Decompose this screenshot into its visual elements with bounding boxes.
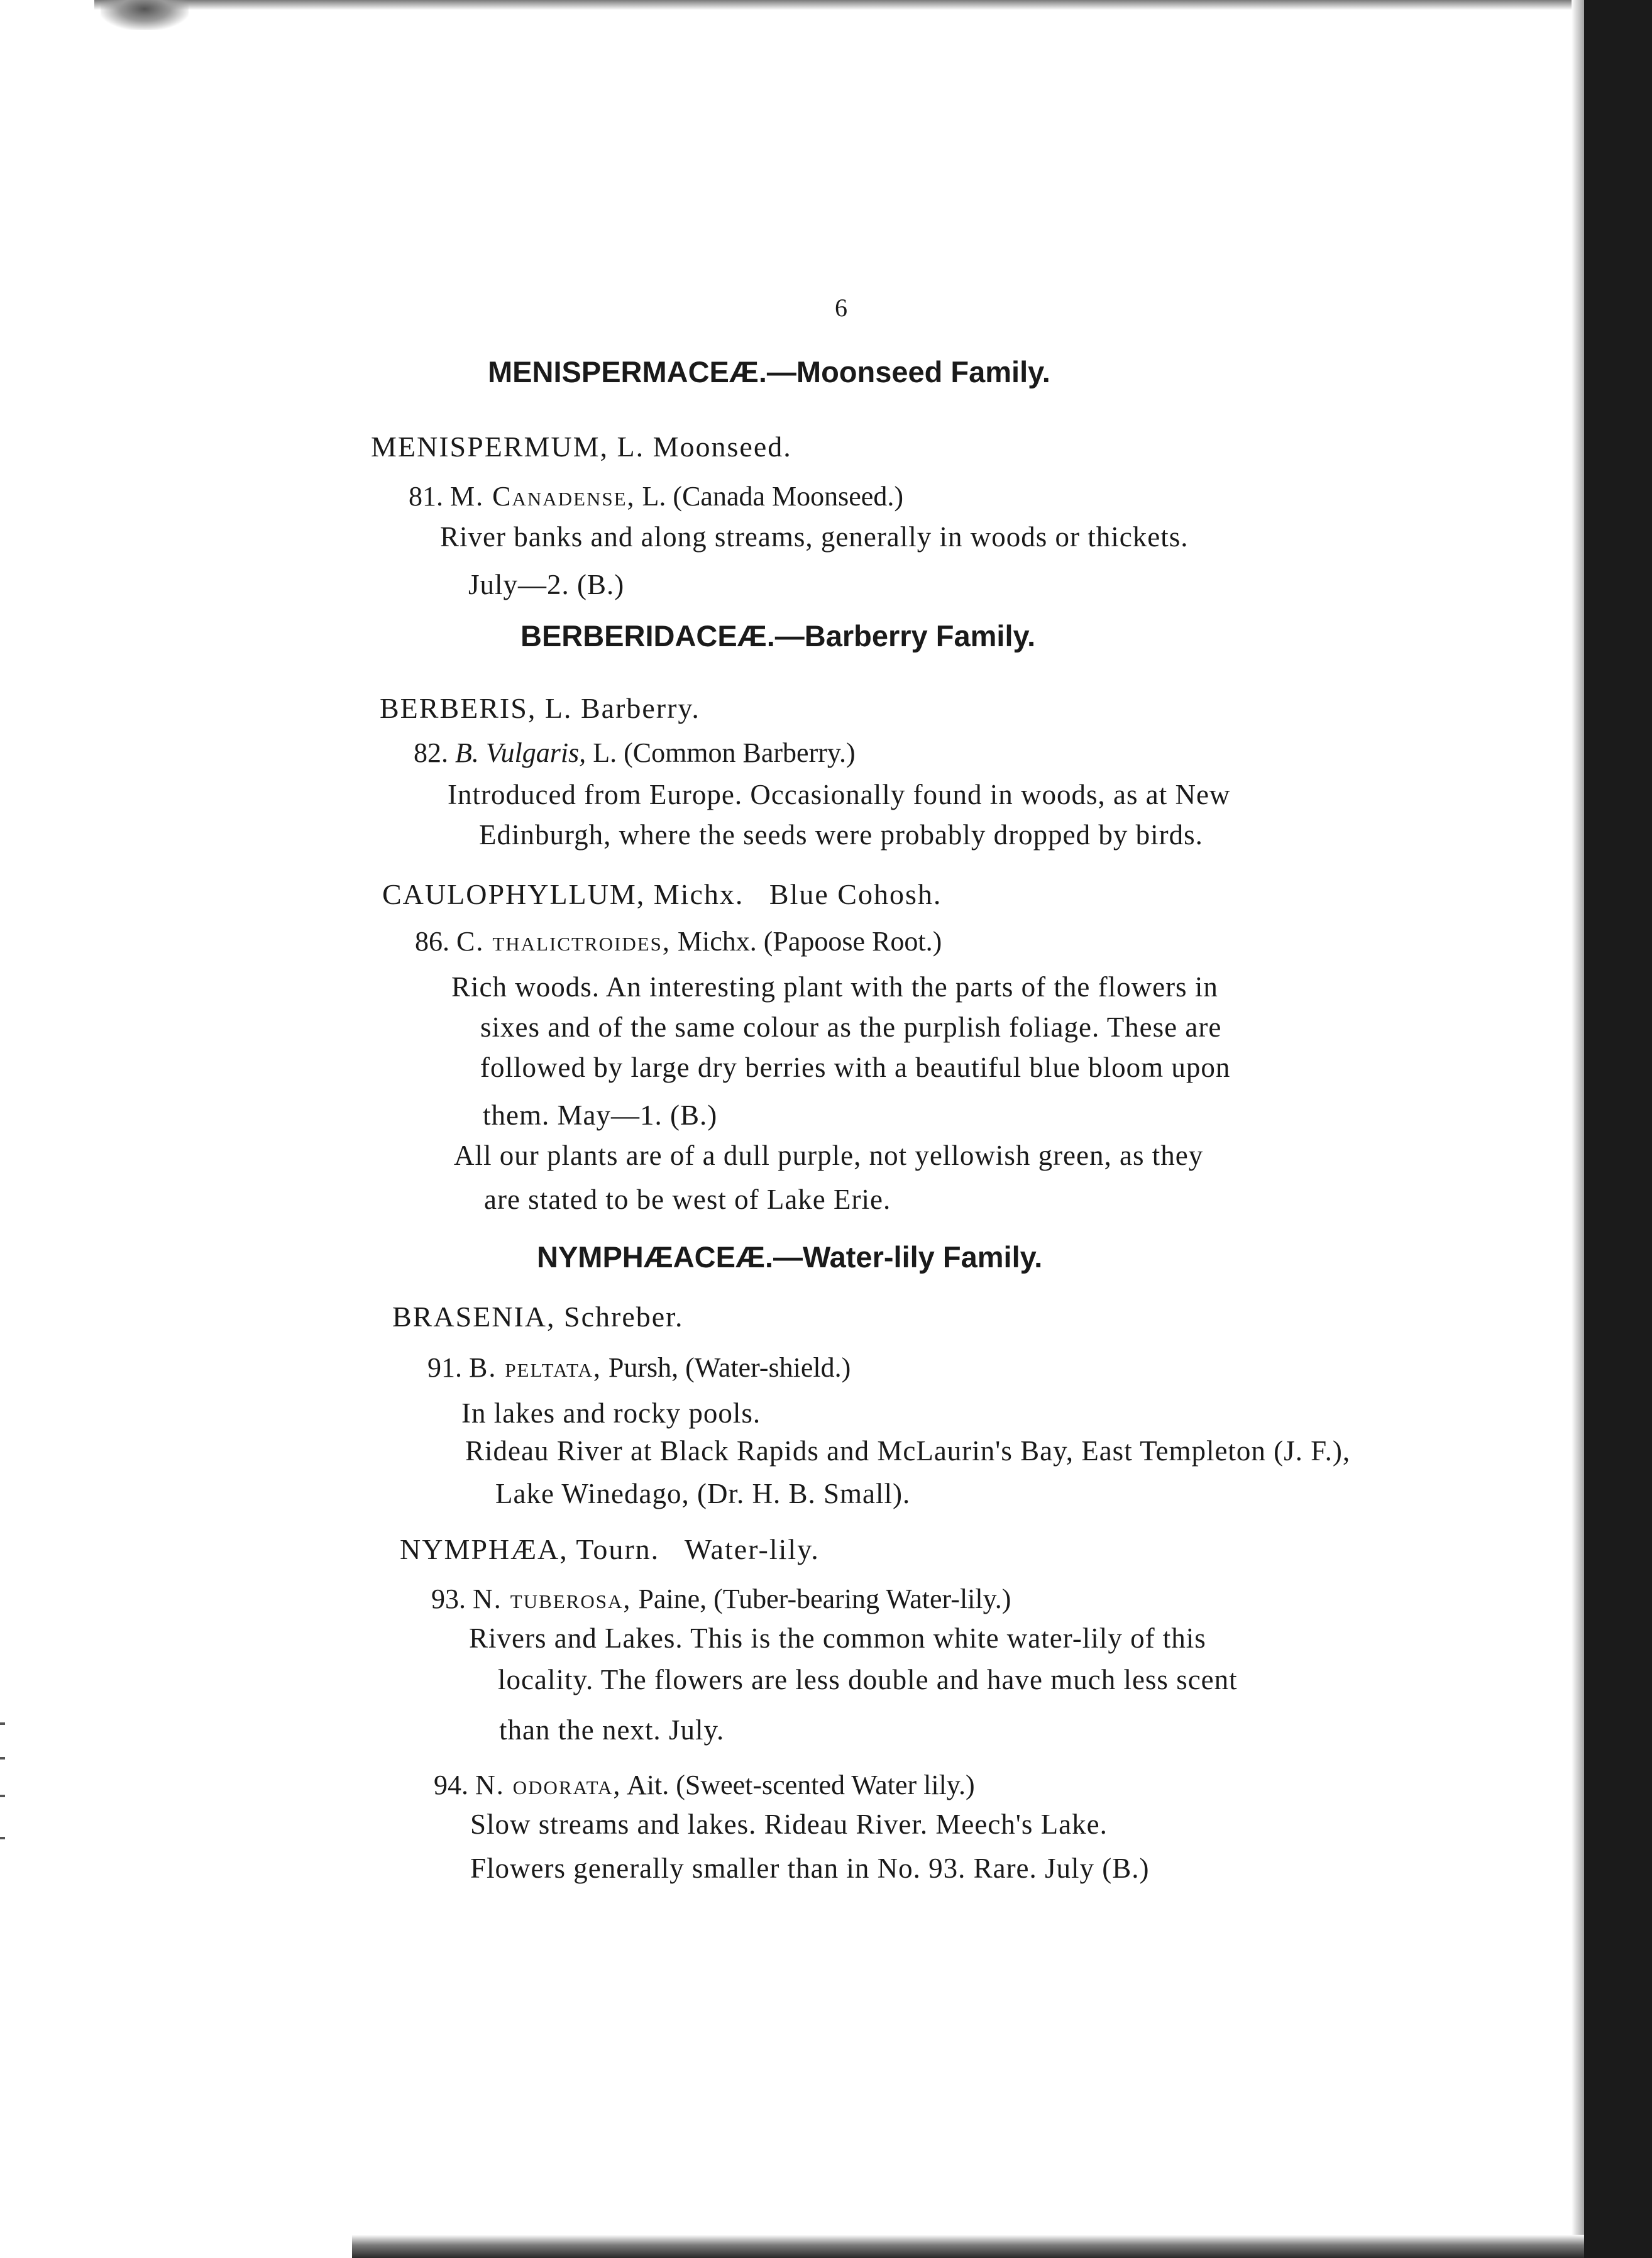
genus-name: MENISPERMUM, L. [371, 431, 645, 463]
species-description-line: them. May—1. (B.) [483, 1099, 718, 1131]
species-entry-81 [409, 483, 903, 510]
scan-smudge [101, 0, 189, 30]
genus-caulophyllum [382, 880, 942, 909]
genus-name: BERBERIS, L. [380, 692, 573, 724]
species-common-name: (Sweet-scented Water lily.) [676, 1770, 975, 1800]
species-common-name: (Papoose Root.) [763, 926, 942, 957]
genus-common-name: Barberry. [580, 692, 700, 724]
species-description-line: are stated to be west of Lake Erie. [484, 1184, 891, 1215]
species-authority: Ait. [626, 1770, 669, 1800]
species-number: 91. [427, 1352, 462, 1383]
family-heading-berberidaceae: BERBERIDACEÆ.—Barberry Family. [520, 619, 1036, 653]
species-name: B. Vulgaris, [455, 737, 586, 768]
species-description-line: sixes and of the same colour as the purplish foliage. These are [480, 1011, 1222, 1043]
genus-menispermum [371, 432, 792, 461]
species-number: 94. [434, 1770, 468, 1800]
species-name: C. thalictroides, [456, 926, 671, 957]
species-common-name: (Canada Moonseed.) [673, 481, 903, 512]
species-description-line: locality. The flowers are less double and have much less scent [498, 1664, 1238, 1695]
species-entry-93 [431, 1585, 1011, 1613]
family-heading-nymphaeaceae: NYMPHÆACEÆ.—Water-lily Family. [537, 1240, 1043, 1274]
genus-common-name: Water-lily. [684, 1533, 820, 1565]
genus-name: NYMPHÆA, Tourn. [400, 1533, 660, 1565]
species-description-line: All our plants are of a dull purple, not yellowish green, as they [454, 1140, 1204, 1171]
species-name: N. odorata, [475, 1770, 622, 1800]
species-common-name: (Water-shield.) [685, 1352, 851, 1383]
genus-berberis [380, 694, 700, 723]
species-authority: L. [593, 737, 617, 768]
species-name: M. Canadense, [450, 481, 636, 512]
species-entry-91 [427, 1354, 851, 1382]
scan-edge-top [94, 0, 1584, 10]
species-number: 81. [409, 481, 443, 512]
species-description-line: In lakes and rocky pools. [461, 1397, 761, 1429]
genus-common-name: Blue Cohosh. [769, 878, 942, 910]
species-description-line: Rivers and Lakes. This is the common white water-lily of this [469, 1622, 1206, 1654]
species-authority: Pursh, [608, 1352, 679, 1383]
species-number: 86. [415, 926, 449, 957]
species-description-line: Flowers generally smaller than in No. 93. Rare. July (B.) [470, 1853, 1150, 1884]
species-description-line: Slow streams and lakes. Rideau River. Meech's Lake. [470, 1809, 1108, 1840]
species-description-line: Rideau River at Black Rapids and McLaurin's Bay, East Templeton (J. F.), Lake Winedago, (Dr. H. B. Small). [465, 1435, 1351, 1509]
genus-common-name: Moonseed. [653, 431, 792, 463]
species-name: B. peltata, [469, 1352, 602, 1383]
species-entry-86 [415, 928, 942, 956]
genus-brasenia [392, 1302, 683, 1331]
genus-nymphaea [400, 1535, 820, 1564]
species-description-line: Rich woods. An interesting plant with the parts of the flowers in [451, 971, 1218, 1003]
scan-edge-bottom [352, 2235, 1584, 2258]
genus-name: CAULOPHYLLUM, Michx. [382, 878, 744, 910]
species-entry-82 [414, 739, 856, 767]
species-authority: L. [642, 481, 666, 512]
species-authority: Paine, [638, 1583, 707, 1614]
species-name: N. tuberosa, [473, 1583, 632, 1614]
species-description-line: Introduced from Europe. Occasionally found in woods, as at New [448, 779, 1231, 810]
species-description-line: than the next. July. [499, 1714, 725, 1746]
genus-name: BRASENIA, Schreber. [392, 1301, 684, 1333]
species-number: 93. [431, 1583, 466, 1614]
page-number: 6 [835, 294, 847, 322]
species-description-line: River banks and along streams, generally in woods or thickets. [440, 521, 1189, 553]
species-description-line: followed by large dry berries with a beautiful blue bloom upon [480, 1052, 1231, 1083]
scan-edge-right [1584, 0, 1652, 2258]
species-number: 82. [414, 737, 448, 768]
species-description-line: July—2. (B.) [468, 569, 625, 600]
species-entry-94 [434, 1771, 975, 1799]
species-common-name: (Tuber-bearing Water-lily.) [713, 1583, 1011, 1614]
species-authority: Michx. [677, 926, 757, 957]
family-heading-menispermaceae: MENISPERMACEÆ.—Moonseed Family. [488, 355, 1050, 388]
species-common-name: (Common Barberry.) [624, 737, 856, 768]
scan-edge-shadow [1572, 0, 1585, 2258]
species-description-line: Edinburgh, where the seeds were probably dropped by birds. [479, 819, 1203, 851]
